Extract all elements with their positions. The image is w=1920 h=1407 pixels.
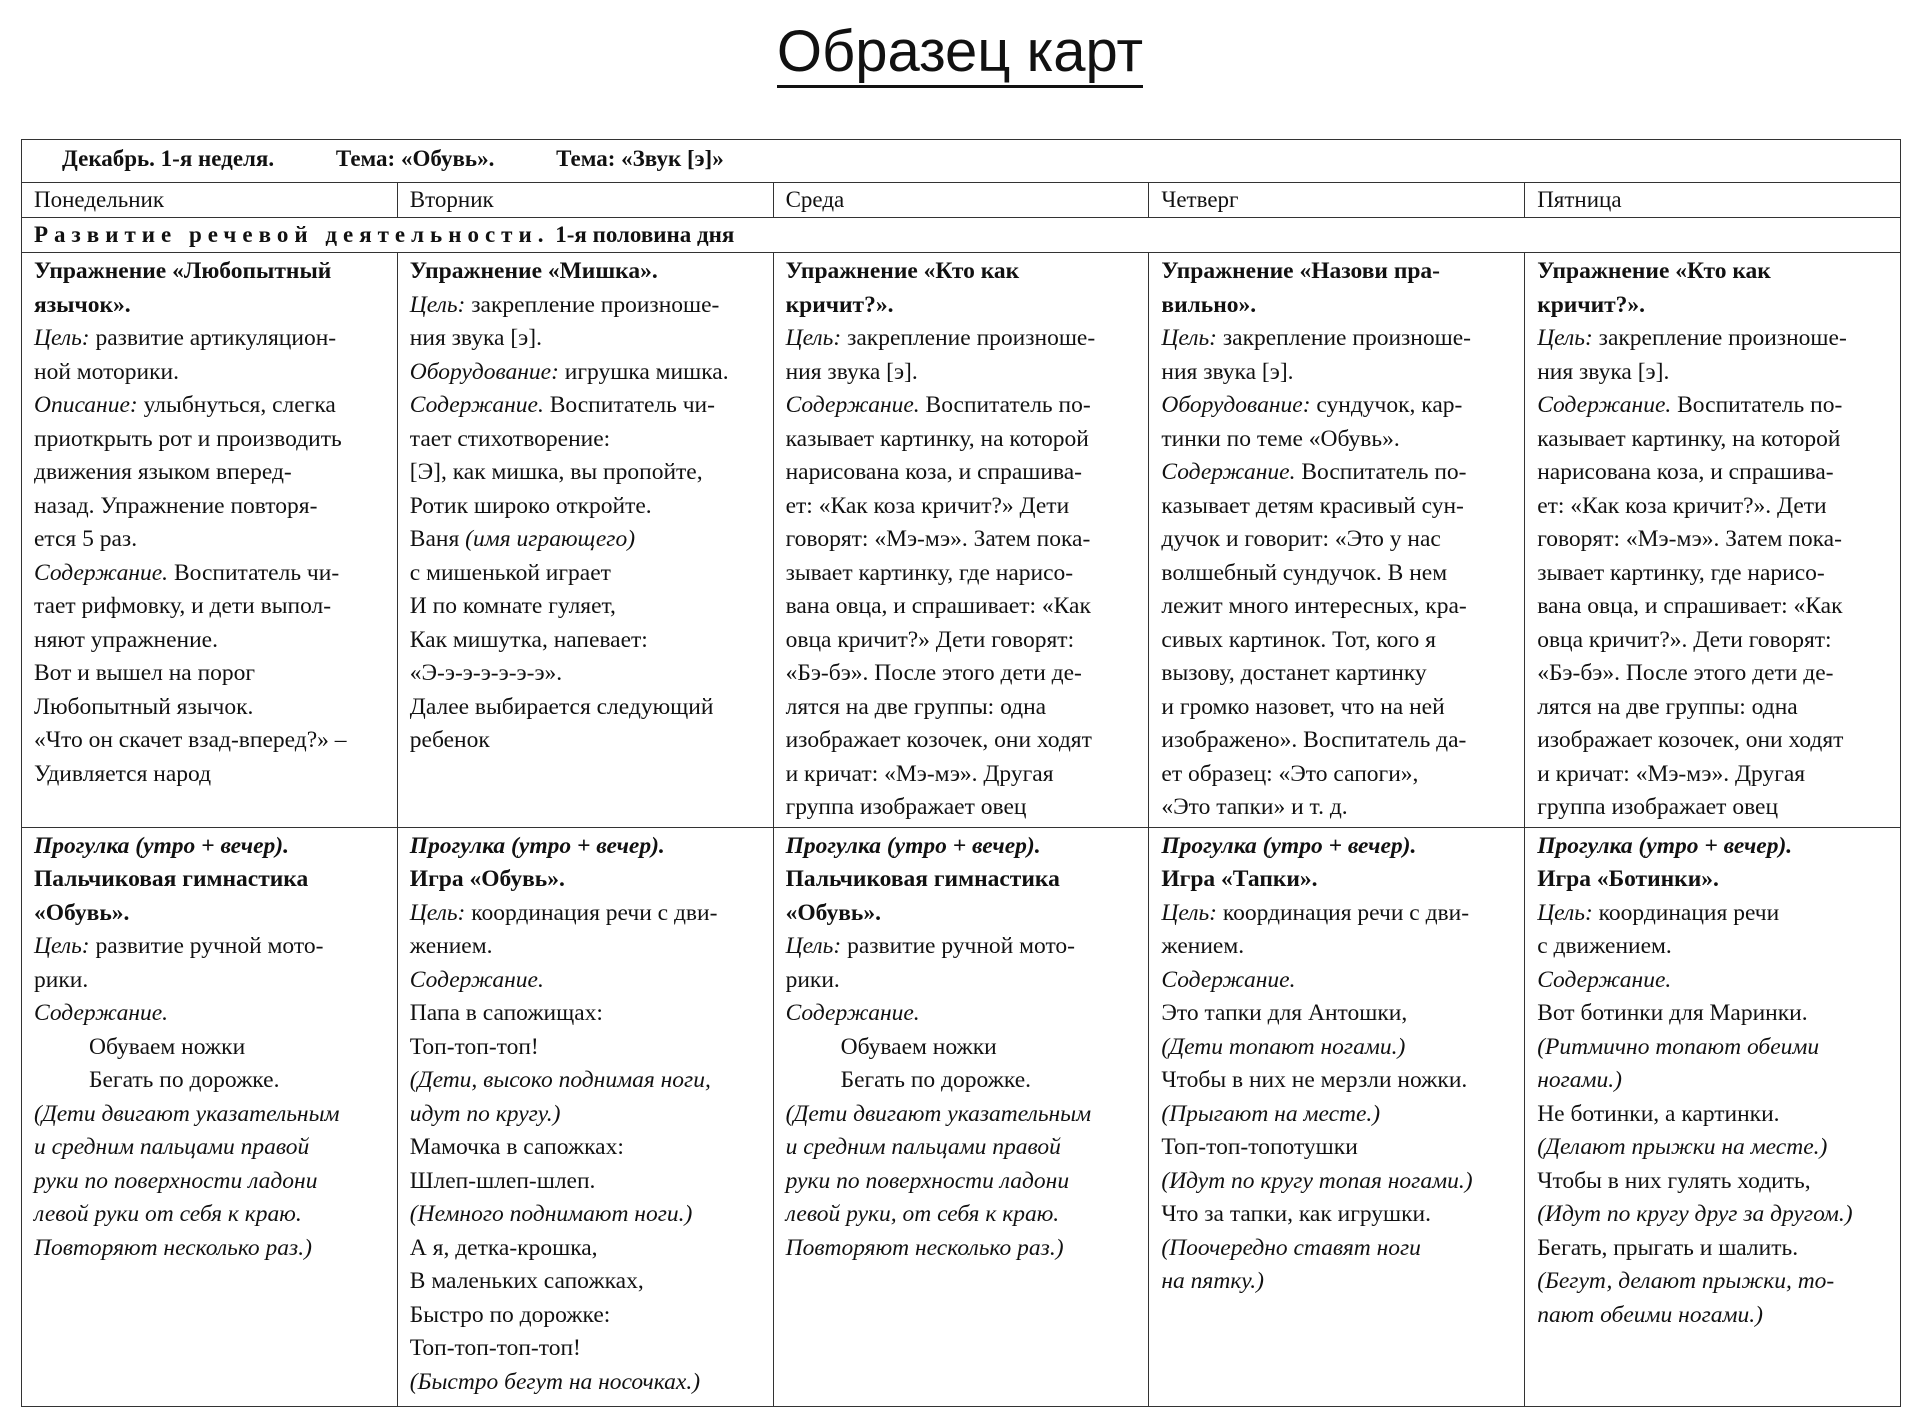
cell-line: ет: «Как коза кричит?». Дети [1537, 492, 1827, 519]
cell-line: (Прыгают на месте.) [1161, 1100, 1381, 1127]
cell-line [1161, 897, 1512, 931]
cell-line: и кричат: «Мэ-мэ». Другая [1537, 760, 1806, 787]
cell-line-part: Цель: [1161, 325, 1217, 351]
walk-cell-tuesday [397, 827, 773, 1406]
day-thursday: Четверг [1149, 183, 1525, 218]
cell-line: приоткрыть рот и производить [34, 425, 342, 452]
cell-line-part: (имя играющего) [465, 526, 636, 552]
exercise-row [22, 253, 1901, 828]
cell-line: Обуваем ножки [840, 1033, 997, 1060]
cell-line: жением. [409, 933, 493, 959]
cell-line: Содержание. [1161, 966, 1296, 993]
cell-line: Далее выбирается следующий [409, 693, 714, 720]
cell-line: «Бэ-бэ». После этого дети де- [1537, 660, 1834, 686]
cell-line: вильно». [1161, 291, 1257, 318]
week-topic-cell [22, 140, 1901, 183]
cell-line: В маленьких сапожках, [409, 1268, 644, 1294]
topic-sound: Тема: «Звук [э]» [556, 146, 724, 171]
cell-line: и кричат: «Мэ-мэ». Другая [785, 760, 1054, 787]
cell-line: Упражнение «Любопытный [34, 258, 332, 284]
cell-line: Повторяют несколько раз.) [34, 1234, 312, 1261]
cell-line: жением. [1161, 933, 1245, 959]
cell-line-part: Цель: [34, 325, 90, 351]
cell-line: Игра «Обувь». [409, 866, 565, 892]
cell-line: Прогулка (утро + вечер). [1537, 832, 1793, 859]
walk-cell-friday [1525, 827, 1901, 1406]
cell-line: (Поочередно ставят ноги [1161, 1234, 1421, 1261]
cell-line-part: игрушка мишка. [558, 358, 729, 385]
cell-line-part: Цель: [785, 325, 842, 351]
cell-line: овца кричит?». Дети говорят: [1537, 626, 1832, 653]
cell-line: тинки по теме «Обувь». [1161, 425, 1400, 452]
section-heading-rest: 1-я половина дня [549, 222, 735, 247]
cell-line: Ротик широко откройте. [409, 492, 652, 519]
cell-line: Быстро по дорожке: [409, 1301, 611, 1328]
cell-line-part: закрепление произноше- [1216, 325, 1471, 351]
cell-line: Прогулка (утро + вечер). [409, 832, 665, 859]
day-friday: Пятница [1525, 183, 1901, 218]
cell-line [34, 557, 385, 591]
cell-line-part: Цель: [1537, 899, 1593, 926]
cell-line: Удивляется народ [34, 760, 212, 787]
cell-line: сивых картинок. Тот, кого я [1161, 626, 1436, 653]
cell-line: Бегать по дорожке. [89, 1067, 280, 1093]
cell-line: лятся на две группы: одна [1537, 693, 1798, 720]
cell-line [1537, 322, 1888, 356]
day-monday: Понедельник [22, 183, 398, 218]
cell-line-part: Оборудование: [1161, 392, 1311, 418]
cell-line: Шлеп-шлеп-шлеп. [409, 1167, 596, 1194]
cell-line-part: закрепление произноше- [841, 325, 1096, 351]
cell-line: «Это тапки» и т. д. [1161, 794, 1348, 820]
cell-line: руки по поверхности ладони [34, 1167, 318, 1194]
cell-line: движения языком вперед- [34, 459, 292, 485]
section-heading-spaced: Развитие речевой деятельности. [34, 222, 550, 247]
cell-line: Мамочка в сапожках: [409, 1134, 624, 1160]
cell-line: Чтобы в них гулять ходить, [1537, 1167, 1811, 1194]
cell-line: Бегать по дорожке. [840, 1067, 1032, 1093]
cell-line [34, 930, 385, 964]
cell-line-part: координация речи с дви- [465, 899, 718, 926]
cell-line: на пятку.) [1161, 1268, 1264, 1294]
cell-line: Топ-топ-топ-топ! [409, 1335, 581, 1361]
cell-line: Содержание. [1537, 966, 1672, 993]
cell-line [1161, 389, 1512, 423]
cell-line: зывает картинку, где нарисо- [1537, 559, 1825, 586]
cell-line: изображает козочек, они ходят [785, 727, 1092, 753]
cell-line: зывает картинку, где нарисо- [785, 559, 1074, 586]
cell-line: группа изображает овец [785, 794, 1027, 820]
cell-line: ния звука [э]. [1537, 358, 1670, 385]
cell-line: Повторяют несколько раз.) [785, 1234, 1064, 1261]
cell-line: Пальчиковая гимнастика [34, 866, 309, 892]
cell-line: рики. [785, 966, 840, 993]
cell-line: (Дети, высоко поднимая ноги, [409, 1067, 711, 1093]
cell-line: Что за тапки, как игрушки. [1161, 1201, 1431, 1227]
cell-line [1161, 456, 1512, 490]
cell-line: язычок». [34, 291, 131, 318]
cell-line: Прогулка (утро + вечер). [34, 832, 289, 859]
cell-line: Прогулка (утро + вечер). [785, 832, 1041, 859]
cell-line: Топ-топ-топ! [409, 1033, 539, 1060]
cell-line: дучок и говорит: «Это у нас [1161, 526, 1441, 552]
cell-line: вызову, достанет картинку [1161, 660, 1427, 686]
cell-line: и громко назовет, что на ней [1161, 693, 1445, 720]
cell-line [1161, 322, 1512, 356]
cell-line [410, 389, 761, 423]
cell-line: ребенок [409, 727, 490, 753]
cell-line: (Делают прыжки на месте.) [1537, 1134, 1828, 1160]
cell-line: (Дети двигают указательным [785, 1100, 1092, 1127]
cell-line: лятся на две группы: одна [785, 693, 1047, 720]
cell-line: ногами.) [1537, 1067, 1622, 1093]
cell-line: Это тапки для Антошки, [1161, 1000, 1408, 1026]
cell-line: руки по поверхности ладони [785, 1167, 1070, 1194]
cell-line-part: Цель: [34, 933, 90, 959]
cell-line-part: координация речи [1592, 899, 1780, 926]
walk-cell-thursday [1149, 827, 1525, 1406]
walk-cell-wednesday [773, 827, 1149, 1406]
cell-line [1537, 389, 1888, 423]
days-row [22, 183, 1901, 218]
cell-line-part: Содержание. [409, 392, 544, 418]
cell-line: казывает картинку, на которой [1537, 425, 1841, 452]
cell-line: (Бегут, делают прыжки, то- [1537, 1268, 1835, 1294]
cell-line: лежит много интересных, кра- [1161, 593, 1467, 619]
cell-line-part: развитие ручной мото- [89, 933, 324, 959]
day-wednesday: Среда [773, 183, 1149, 218]
cell-line-part: Содержание. [785, 392, 920, 418]
section-heading [22, 218, 1901, 253]
cell-line: ет: «Как коза кричит?» Дети [785, 492, 1070, 519]
cell-line: (Немного поднимают ноги.) [409, 1201, 693, 1227]
cell-line-part: Описание: [34, 392, 138, 418]
cell-line [410, 523, 761, 557]
cell-line: Чтобы в них не мерзли ножки. [1161, 1067, 1468, 1093]
cell-line: изображено». Воспитатель да- [1161, 727, 1467, 753]
exercise-cell-tuesday [397, 253, 773, 828]
cell-line: Бегать, прыгать и шалить. [1537, 1234, 1799, 1261]
cell-line: ния звука [э]. [1161, 358, 1294, 385]
walk-cell-monday [22, 827, 398, 1406]
cell-line-part: Цель: [1161, 899, 1217, 926]
cell-line: кричит?». [1537, 291, 1646, 318]
cell-line: Игра «Тапки». [1161, 866, 1318, 892]
cell-line: (Ритмично топают обеими [1537, 1033, 1820, 1060]
cell-line-part: Воспитатель по- [1671, 392, 1843, 418]
cell-line-part: Цель: [785, 933, 842, 959]
cell-line-part: сундучок, кар- [1310, 392, 1463, 418]
cell-line: А я, детка-крошка, [409, 1234, 598, 1261]
cell-line-part: улыбнуться, слегка [137, 392, 336, 418]
cell-line: Упражнение «Назови пра- [1161, 258, 1441, 284]
cell-line: Не ботинки, а картинки. [1537, 1100, 1780, 1127]
cell-line-part: Содержание. [1161, 459, 1296, 485]
cell-line [410, 289, 761, 323]
cell-line-part: закрепление произноше- [465, 291, 720, 318]
cell-line: Содержание. [785, 1000, 920, 1026]
cell-line: Упражнение «Мишка». [409, 258, 658, 284]
cell-line: и средним пальцами правой [34, 1134, 310, 1160]
walk-row [22, 827, 1901, 1406]
cell-line [786, 389, 1137, 423]
topic-shoes: Тема: «Обувь». [335, 146, 495, 171]
cell-line: рики. [34, 966, 89, 993]
weekly-plan-table [21, 139, 1901, 1407]
cell-line-part: закрепление произноше- [1592, 325, 1847, 351]
cell-line [786, 930, 1137, 964]
cell-line: Пальчиковая гимнастика [785, 866, 1060, 892]
cell-line: Как мишутка, напевает: [409, 626, 648, 653]
cell-line: [Э], как мишка, вы пропойте, [409, 459, 703, 485]
cell-line-part: Содержание. [1537, 392, 1672, 418]
exercise-cell-monday [22, 253, 398, 828]
cell-line: левой руки от себя к краю. [34, 1201, 302, 1227]
cell-line: Топ-топ-топотушки [1161, 1134, 1358, 1160]
cell-line: волшебный сундучок. В нем [1161, 559, 1448, 586]
cell-line: с мишенькой играет [409, 559, 611, 586]
cell-line: нарисована коза, и спрашива- [785, 459, 1082, 485]
page-title-text: Образец карт [777, 19, 1143, 88]
cell-line: ной моторики. [34, 358, 179, 385]
cell-line: тает рифмовку, и дети выпол- [34, 593, 332, 619]
cell-line: тает стихотворение: [409, 425, 611, 452]
cell-line: казывает картинку, на которой [785, 425, 1089, 452]
cell-line: группа изображает овец [1537, 794, 1779, 820]
cell-line-part: Содержание. [34, 559, 169, 586]
cell-line: (Дети топают ногами.) [1161, 1033, 1406, 1060]
cell-line-part: Оборудование: [409, 358, 559, 385]
day-tuesday: Вторник [397, 183, 773, 218]
cell-line: (Идут по кругу друг за другом.) [1537, 1201, 1853, 1227]
cell-line: «Э-э-э-э-э-э-э». [409, 660, 563, 686]
cell-line: Любопытный язычок. [34, 693, 254, 720]
cell-line-part: Ваня [409, 526, 466, 552]
cell-line-part: Воспитатель чи- [543, 392, 715, 418]
cell-line: вана овца, и спрашивает: «Как [1537, 593, 1843, 619]
cell-line: (Идут по кругу топая ногами.) [1161, 1167, 1473, 1194]
cell-line: говорят: «Мэ-мэ». Затем пока- [785, 526, 1091, 552]
cell-line [786, 322, 1137, 356]
cell-line: «Обувь». [34, 899, 130, 926]
cell-line: Вот и вышел на порог [34, 660, 256, 686]
exercise-cell-thursday [1149, 253, 1525, 828]
cell-line: «Что он скачет взад-вперед?» – [34, 727, 347, 753]
cell-line: идут по кругу.) [409, 1100, 561, 1127]
month-week: Декабрь. 1-я неделя. [62, 146, 275, 171]
cell-line-part: Воспитатель по- [919, 392, 1091, 418]
cell-line: (Дети двигают указательным [34, 1100, 340, 1127]
cell-line: (Быстро бегут на носочках.) [409, 1368, 701, 1395]
cell-line: И по комнате гуляет, [409, 593, 616, 619]
cell-line: казывает детям красивый сун- [1161, 492, 1464, 519]
cell-line [410, 356, 761, 390]
cell-line: Вот ботинки для Маринки. [1537, 1000, 1808, 1026]
exercise-cell-wednesday [773, 253, 1149, 828]
cell-line: Содержание. [34, 1000, 169, 1026]
cell-line: Папа в сапожищах: [409, 1000, 603, 1026]
cell-line: говорят: «Мэ-мэ». Затем пока- [1537, 526, 1842, 552]
cell-line: пают обеими ногами.) [1537, 1301, 1763, 1328]
cell-line: ния звука [э]. [409, 325, 542, 351]
cell-line-part: развитие ручной мото- [841, 933, 1075, 959]
section-row [22, 218, 1901, 253]
cell-line [1537, 897, 1888, 931]
exercise-cell-friday [1525, 253, 1901, 828]
cell-line-part: Воспитатель по- [1295, 459, 1467, 485]
cell-line: няют упражнение. [34, 626, 218, 653]
cell-line: вана овца, и спрашивает: «Как [785, 593, 1091, 619]
cell-line: левой руки, от себя к краю. [785, 1201, 1060, 1227]
cell-line-part: Цель: [1537, 325, 1593, 351]
cell-line-part: Цель: [409, 291, 466, 318]
cell-line: нарисована коза, и спрашива- [1537, 459, 1834, 485]
table-header-row [22, 140, 1901, 183]
cell-line: Прогулка (утро + вечер). [1161, 832, 1417, 859]
cell-line: Упражнение «Кто как [1537, 258, 1771, 284]
cell-line: ния звука [э]. [785, 358, 918, 385]
cell-line: кричит?». [785, 291, 894, 318]
cell-line: назад. Упражнение повторя- [34, 492, 318, 519]
cell-line: Упражнение «Кто как [785, 258, 1020, 284]
cell-line-part: развитие артикуляцион- [89, 325, 337, 351]
page-title [0, 12, 1920, 92]
cell-line: «Обувь». [785, 899, 881, 926]
cell-line-part: координация речи с дви- [1216, 899, 1470, 926]
cell-line: с движением. [1537, 933, 1672, 959]
cell-line [34, 389, 385, 423]
cell-line: Обуваем ножки [89, 1033, 246, 1060]
cell-line-part: Воспитатель чи- [168, 559, 340, 586]
cell-line: Игра «Ботинки». [1537, 866, 1719, 892]
cell-line: ет образец: «Это сапоги», [1161, 760, 1419, 787]
cell-line: изображает козочек, они ходят [1537, 727, 1844, 753]
cell-line: овца кричит?» Дети говорят: [785, 626, 1075, 653]
cell-line [34, 322, 385, 356]
cell-line: «Бэ-бэ». После этого дети де- [785, 660, 1082, 686]
cell-line: ется 5 раз. [34, 526, 138, 552]
cell-line: и средним пальцами правой [785, 1134, 1061, 1160]
cell-line-part: Цель: [409, 899, 466, 926]
cell-line: Содержание. [409, 966, 544, 993]
cell-line [410, 897, 761, 931]
